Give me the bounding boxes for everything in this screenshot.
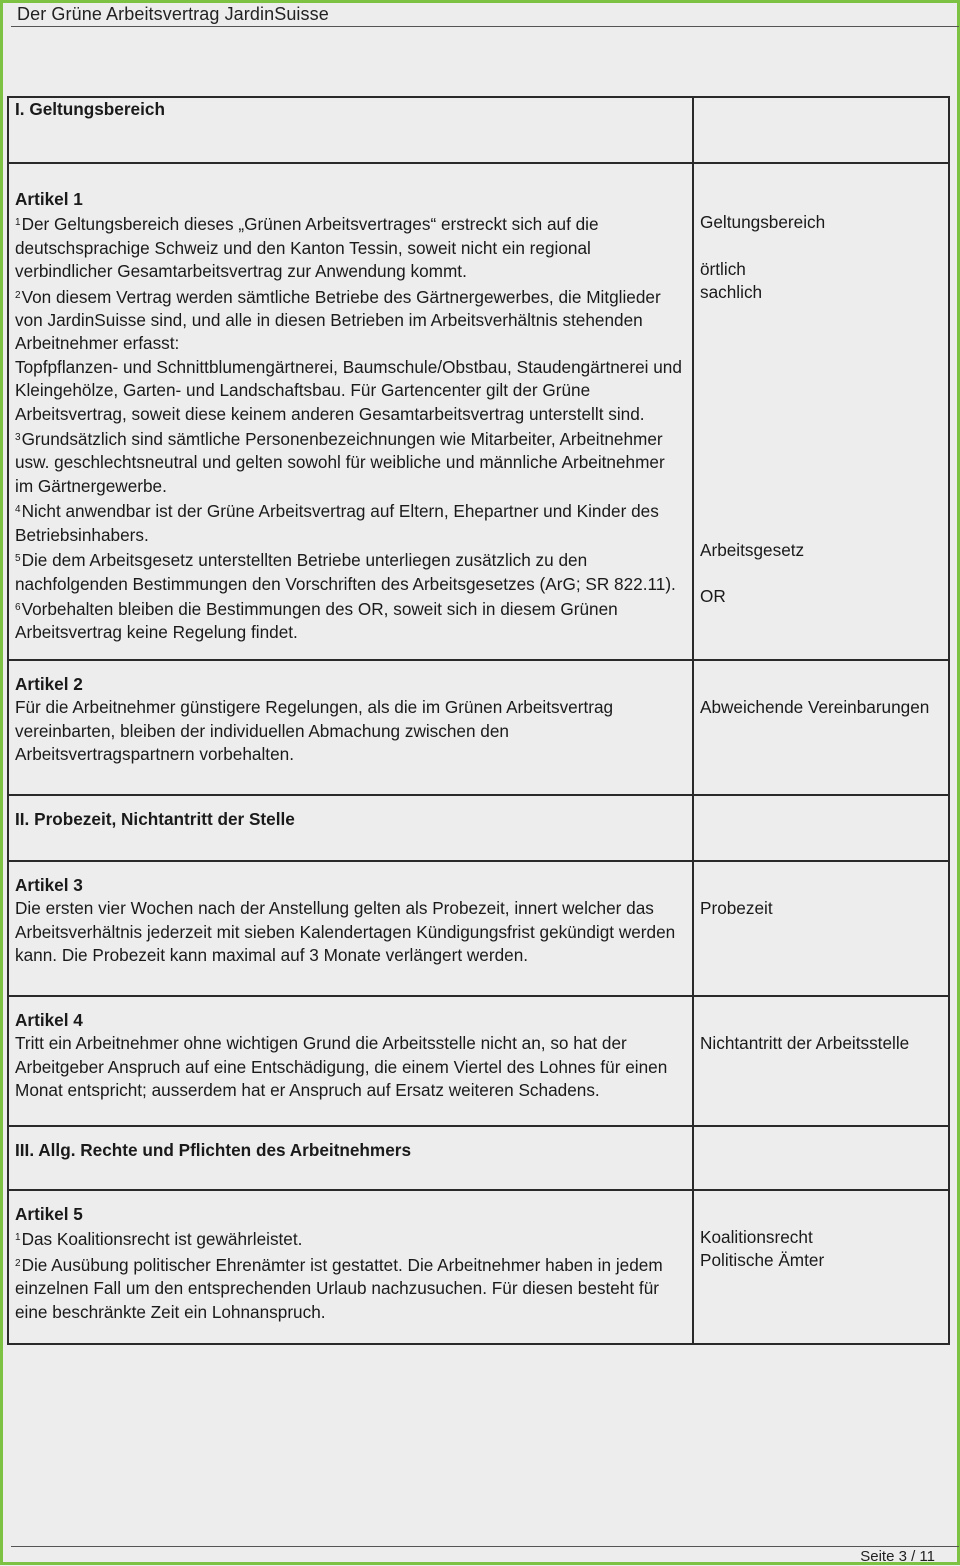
paragraph: $^2$Von diesem Vertrag werden sämtliche Betriebe des Gärtnergewerbes, die Mitglieder von JardinSuisse sind, und alle in diesen Betrieben im Arbeitsverhältnis stehenden Arbeitnehmer erfasst:: [15, 286, 661, 354]
section-row: [8, 795, 949, 861]
paragraph: $^1$Der Geltungsbereich dieses „Grünen Arbeitsvertrages“ erstreckt sich auf die deutschsprachige Schweiz und den Kanton Tessin, soweit nicht ein regional verbindlicher Gesamtarbeitsvertrag zur Anwendung kommt.: [15, 214, 599, 282]
paragraph: $^6$Vorbehalten bleiben die Bestimmungen des OR, soweit sich in diesem Grünen Arbeitsvertrag keine Regelung findet.: [15, 598, 618, 643]
margin-note-cell: [693, 795, 949, 861]
article-title: Artikel 1: [15, 189, 83, 209]
section-row: [8, 97, 949, 163]
article-row: [8, 996, 949, 1126]
margin-note: Koalitionsrecht: [700, 1227, 813, 1247]
section-heading: III. Allg. Rechte und Pflichten des Arbeitnehmers: [8, 1126, 693, 1190]
margin-note: Arbeitsgesetz: [700, 539, 805, 560]
margin-note: Abweichende Vereinbarungen: [693, 660, 949, 795]
article-title: Artikel 2: [15, 674, 83, 694]
document-title: Der Grüne Arbeitsvertrag JardinSuisse: [17, 4, 329, 24]
article-body: [8, 163, 693, 660]
article-title: Artikel 4: [15, 1010, 83, 1030]
paragraph: $^2$Die Ausübung politischer Ehrenämter ist gestattet. Die Arbeitnehmer haben in jedem einzelnen Fall um den entsprechenden Urlaub nachzusuchen. Für diesen besteht für eine beschränkte Zeit ein Lohnanspruch.: [15, 1254, 663, 1322]
footer-divider: [11, 1546, 959, 1547]
paragraph: $^3$Grundsätzlich sind sämtliche Personenbezeichnungen wie Mitarbeiter, Arbeitnehmer usw. geschlechtsneutral und gelten sowohl für weibliche und männliche Arbeitnehmer im Gärtnergewerbe.: [15, 429, 665, 496]
header-divider: [11, 26, 959, 27]
margin-notes: [693, 1190, 949, 1344]
article-row: [8, 861, 949, 996]
paragraph: $^5$Die dem Arbeitsgesetz unterstellten Betriebe unterliegen zusätzlich zu den nachfolgenden Bestimmungen den Vorschriften des Arbeitsgesetzes (ArG; SR 822.11).: [15, 550, 676, 594]
margin-note: Probezeit: [693, 861, 949, 996]
margin-note-cell: [693, 1126, 949, 1190]
section-heading: I. Geltungsbereich: [8, 97, 693, 163]
page-number: Seite 3 / 11: [860, 1548, 935, 1565]
margin-note: örtlich: [700, 258, 746, 279]
margin-note-cell: [693, 97, 949, 163]
section-heading: II. Probezeit, Nichtantritt der Stelle: [8, 795, 693, 861]
article-body: [8, 861, 693, 996]
margin-note: Geltungsbereich: [700, 212, 826, 232]
article-title: Artikel 3: [15, 875, 83, 895]
paragraph: Topfpflanzen- und Schnittblumengärtnerei, Baumschule/Obstbau, Staudengärtnerei und Kleingehölze, Garten- und Landschaftsbau. Für Gartencenter gilt der Grüne Arbeitsvertrag, soweit diese keinem anderen Gesamtarbeitsvertrag unterstellt sind.: [15, 356, 682, 424]
margin-note: Politische Ämter: [700, 1250, 825, 1271]
article-row: [8, 660, 949, 795]
margin-note: OR: [700, 586, 726, 607]
margin-note: sachlich: [700, 282, 763, 303]
paragraph: Tritt ein Arbeitnehmer ohne wichtigen Grund die Arbeitsstelle nicht an, so hat der Arbeitgeber Anspruch auf eine Entschädigung, die einem Viertel des Lohnes für einen Monat entspricht; ausserdem hat er Anspruch auf Ersatz weiteren Schadens.: [15, 1033, 668, 1101]
article-title: Artikel 5: [15, 1204, 83, 1224]
article-body: [8, 996, 693, 1126]
contract-table: [7, 96, 950, 1345]
paragraph: Die ersten vier Wochen nach der Anstellung gelten als Probezeit, innert welcher das Arbeitsverhältnis jederzeit mit sieben Kalendertagen Kündigungsfrist gekündigt werden kann. Die Probezeit kann maximal auf 3 Monate verlängert werden.: [15, 898, 676, 966]
article-body: [8, 1190, 693, 1344]
margin-notes: [693, 163, 949, 660]
paragraph: Für die Arbeitnehmer günstigere Regelungen, als die im Grünen Arbeitsvertrag vereinbarten, bleiben der individuellen Abmachung zwischen den Arbeitsvertragspartnern vorbehalten.: [15, 697, 614, 765]
paragraph: $^4$Nicht anwendbar ist der Grüne Arbeitsvertrag auf Eltern, Ehepartner und Kinder des Betriebsinhabers.: [15, 501, 659, 545]
margin-note: Nichtantritt der Arbeitsstelle: [693, 996, 949, 1126]
section-row: [8, 1126, 949, 1190]
article-row: [8, 1190, 949, 1344]
article-body: [8, 660, 693, 795]
article-row: [8, 163, 949, 660]
paragraph: $^1$Das Koalitionsrecht ist gewährleistet.: [15, 1229, 303, 1250]
